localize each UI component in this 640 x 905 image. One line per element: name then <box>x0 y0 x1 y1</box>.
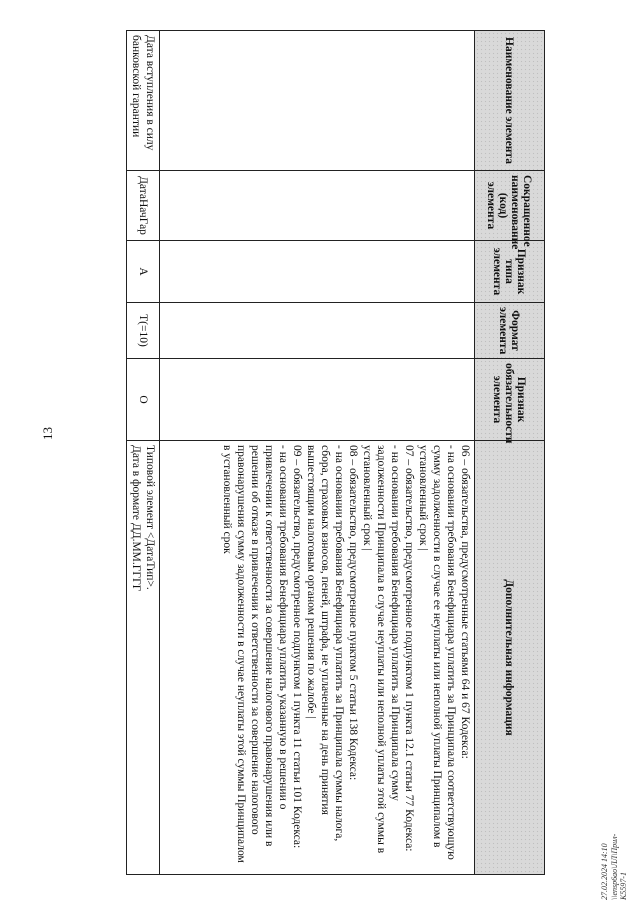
cell-type: А <box>126 241 159 303</box>
document-footer <box>600 834 629 900</box>
header-required: Признак обязательности элемента <box>475 359 545 441</box>
footer-path: \\ensp6ao\ЛЛ\Прил-К5597-1 <box>609 833 629 900</box>
rotated-table-frame <box>35 30 545 875</box>
info-line: 09 – обязательство, предусмотренное подпунктом 1 пункта 11 статьи 101 Кодекса: <box>290 445 303 849</box>
cell-format-empty <box>160 303 475 359</box>
header-name: Наименование элемента <box>475 31 545 171</box>
footer-date: 27.02.2024 14:10 <box>600 843 609 900</box>
element-table <box>126 30 545 875</box>
cell-info <box>160 441 475 875</box>
info-line: Типовой элемент <ДатаТип>. <box>144 445 156 590</box>
cell-required: О <box>126 359 159 441</box>
cell-format: T(=10) <box>126 303 159 359</box>
page-number: 13 <box>40 427 55 440</box>
info-line: - на основании требования Бенефициара уплатить за Принципала сумму задолженности Принципала в случае неуплаты или неполной уплаты этой суммы в установленный срок | <box>360 445 401 854</box>
cell-type-empty <box>160 241 475 303</box>
cell-code: ДатаНачГар <box>126 171 159 241</box>
cell-code-empty <box>160 171 475 241</box>
info-line: 07 – обязательство, предусмотренное подпунктом 1 пункта 12.1 статьи 77 Кодекса: <box>402 445 415 852</box>
info-line: 08 – обязательство, предусмотренное пунктом 5 статьи 138 Кодекса: <box>346 445 359 781</box>
info-line: - на основании требования Бенефициара уплатить за Принципала суммы налога, сбора, страховых взносов, пеней, штрафа, не уплаченные на день принятия вышестоящим налоговым органом решения по жалобе | <box>304 445 345 842</box>
header-code: Сокращенное наименование (код) элемента <box>475 171 545 241</box>
info-line: - на основании требования Бенефициара уплатить указанную в решении о привлечении к ответственности за совершение налогового правонарушения или в решении об отказе в привлечении к ответственности за совершение налогового правонарушения сумму задолженности в случае неуплаты этой суммы Принципалом в установленный срок <box>220 445 289 863</box>
table-row <box>160 31 475 875</box>
cell-required-empty <box>160 359 475 441</box>
info-line: 06 – обязательства, предусмотренные статьями 64 и 67 Кодекса: <box>459 445 471 759</box>
table-row <box>126 31 159 875</box>
cell-info <box>126 441 159 875</box>
header-info: Дополнительная информация <box>475 441 545 875</box>
table-header-row <box>475 31 545 875</box>
info-line: Дата в формате ДД.ММ.ГГГГ <box>129 445 142 592</box>
cell-name: Дата вступления в силу банковской гарантии <box>126 31 159 171</box>
cell-name-empty <box>160 31 475 171</box>
header-format: Формат элемента <box>475 303 545 359</box>
header-type: Признак типа элемента <box>475 241 545 303</box>
info-line: - на основании требования Бенефициара уплатить за Принципала соответствующую сумму задолженности в случае ее неуплаты или неполной уплаты Принципалом в установленный срок | <box>416 445 457 860</box>
